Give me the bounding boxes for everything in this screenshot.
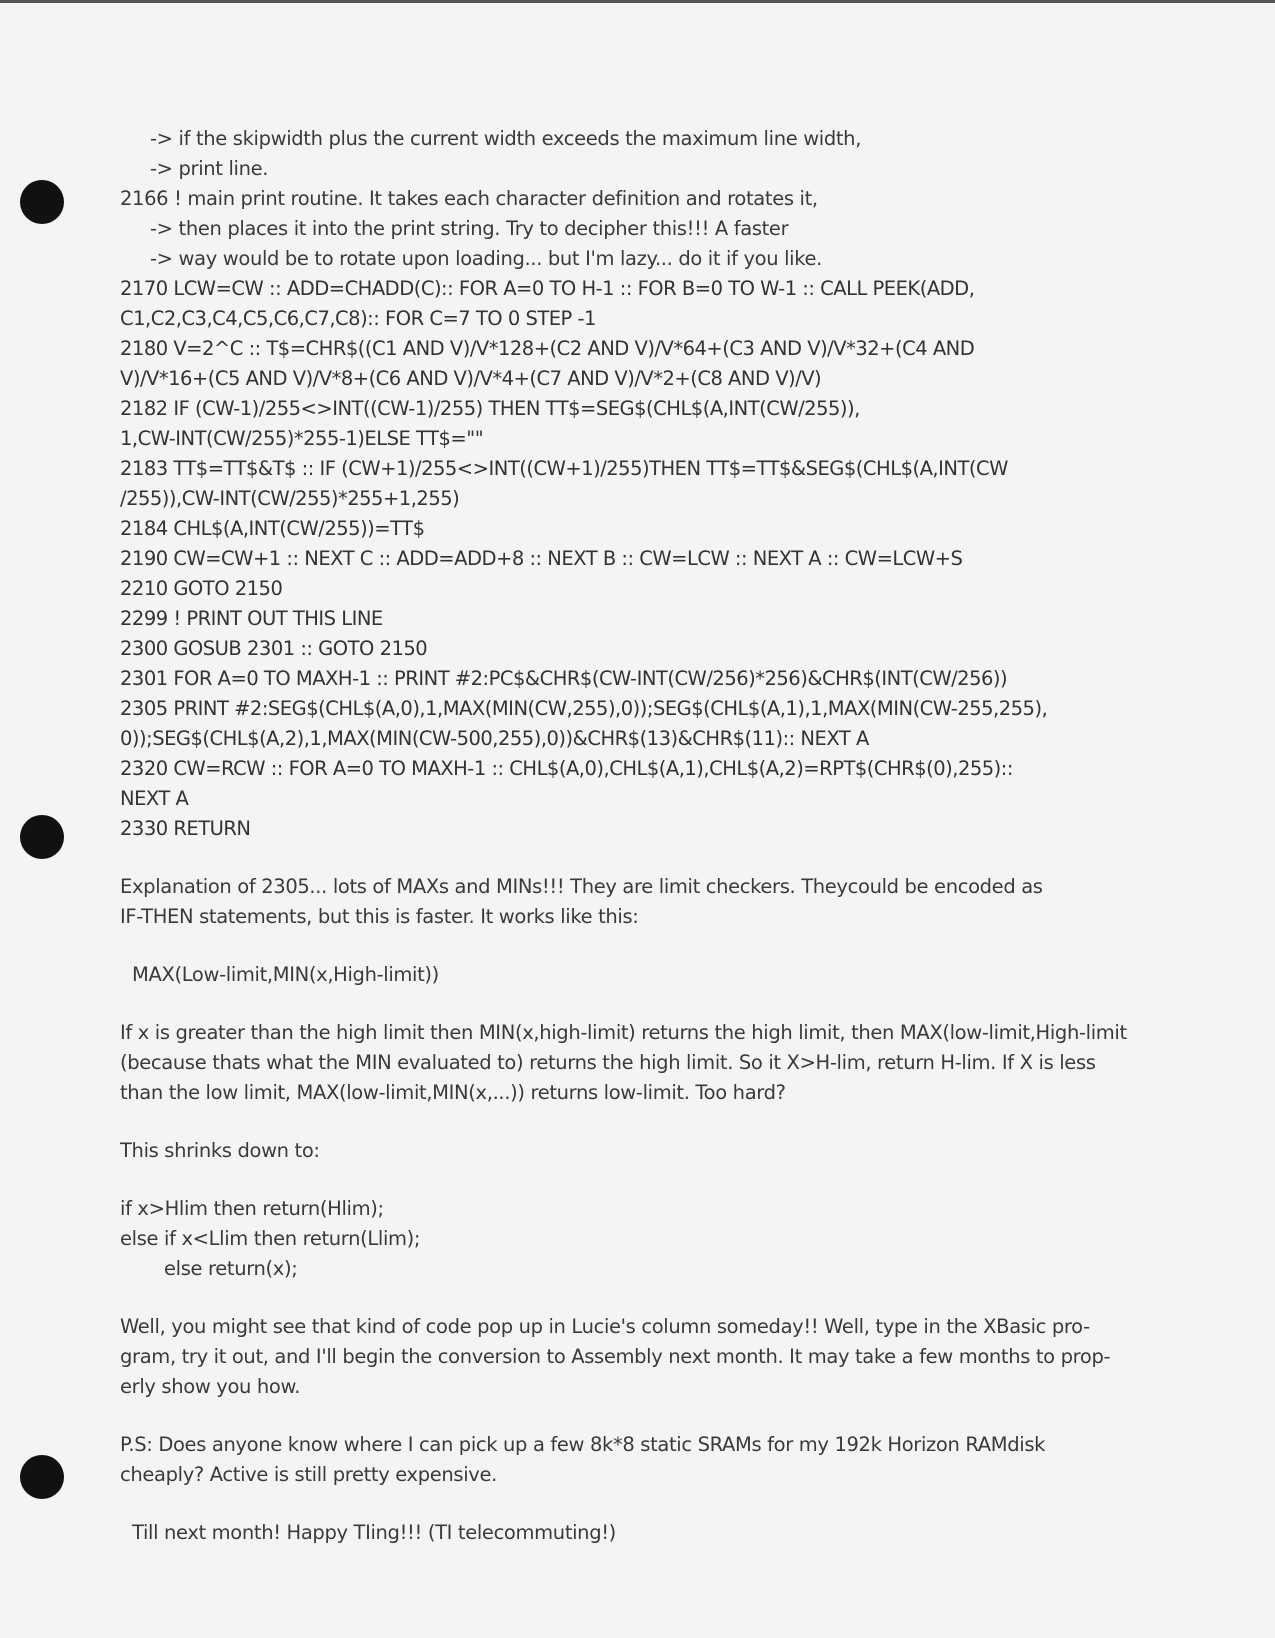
code-line: C1,C2,C3,C4,C5,C6,C7,C8):: FOR C=7 TO 0 STEP -1 [120,307,596,330]
code-listing [120,274,1120,844]
code-line: 2300 GOSUB 2301 :: GOTO 2150 [120,637,428,660]
code-line: 2330 RETURN [120,817,251,840]
spacer [120,1108,1120,1136]
spacer [120,1166,1120,1194]
code-line: V)/V*16+(C5 AND V)/V*8+(C6 AND V)/V*4+(C7 AND V)/V*2+(C8 AND V)/V) [120,367,822,390]
pseudo-line: else return(x); [164,1257,298,1280]
shrinks-heading: This shrinks down to: [120,1139,320,1162]
code-line: 2184 CHL$(A,INT(CW/255))=TT$ [120,517,425,540]
comment-line: 2166 ! main print routine. It takes each character definition and rotates it, [120,187,818,210]
code-line: 2190 CW=CW+1 :: NEXT C :: ADD=ADD+8 :: NEXT B :: CW=LCW :: NEXT A :: CW=LCW+S [120,547,963,570]
code-line: 2320 CW=RCW :: FOR A=0 TO MAXH-1 :: CHL$(A,0),CHL$(A,1),CHL$(A,2)=RPT$(CHR$(0),255):: [120,757,1013,780]
pseudo-line: if x>Hlim then return(Hlim); [120,1197,384,1220]
binder-hole [20,815,64,859]
reasoning-line: than the low limit, MAX(low-limit,MIN(x,...)) returns low-limit. Too hard? [120,1081,786,1104]
code-line: 1,CW-INT(CW/255)*255-1)ELSE TT$="" [120,427,484,450]
explanation-line: Explanation of 2305... lots of MAXs and MINs!!! They are limit checkers. Theycould be encoded as [120,875,1043,898]
comment-line: -> if the skipwidth plus the current width exceeds the maximum line width, [150,127,862,150]
formula: MAX(Low-limit,MIN(x,High-limit)) [132,963,439,986]
code-line: 2182 IF (CW-1)/255<>INT((CW-1)/255) THEN TT$=SEG$(CHL$(A,INT(CW/255)), [120,397,860,420]
code-line: 2301 FOR A=0 TO MAXH-1 :: PRINT #2:PC$&CHR$(CW-INT(CW/256)*256)&CHR$(INT(CW/256)) [120,667,1008,690]
closing-line: erly show you how. [120,1375,301,1398]
comment-line: -> then places it into the print string. Try to decipher this!!! A faster [150,217,789,240]
spacer [120,990,1120,1018]
spacer [120,1284,1120,1312]
scan-top-edge [0,0,1275,3]
code-line: NEXT A [120,787,189,810]
code-line: 2210 GOTO 2150 [120,577,283,600]
spacer [120,844,1120,872]
code-line: 2180 V=2^C :: T$=CHR$((C1 AND V)/V*128+(C2 AND V)/V*64+(C3 AND V)/V*32+(C4 AND [120,337,975,360]
code-line: 2170 LCW=CW :: ADD=CHADD(C):: FOR A=0 TO H-1 :: FOR B=0 TO W-1 :: CALL PEEK(ADD, [120,277,975,300]
code-line: 0));SEG$(CHL$(A,2),1,MAX(MIN(CW-500,255),0))&CHR$(13)&CHR$(11):: NEXT A [120,727,869,750]
spacer [120,932,1120,960]
signoff: Till next month! Happy TIing!!! (TI telecommuting!) [132,1521,616,1544]
ps-line: P.S: Does anyone know where I can pick up a few 8k*8 static SRAMs for my 192k Horizon RAMdisk [120,1433,1046,1456]
reasoning-line: (because thats what the MIN evaluated to) returns the high limit. So it X>H-lim, return H-lim. If X is less [120,1051,1096,1074]
explanation-line: IF-THEN statements, but this is faster. It works like this: [120,905,639,928]
binder-hole [20,1455,64,1499]
document-page [120,124,1127,1548]
pseudo-line: else if x<Llim then return(Llim); [120,1227,421,1250]
closing-line: Well, you might see that kind of code pop up in Lucie's column someday!! Well, type in the XBasic pro- [120,1315,1090,1338]
code-line: 2299 ! PRINT OUT THIS LINE [120,607,383,630]
spacer [120,1402,1120,1430]
comment-line: -> print line. [150,157,269,180]
spacer [120,1490,1120,1518]
closing-line: gram, try it out, and I'll begin the conversion to Assembly next month. It may take a few months to prop- [120,1345,1111,1368]
comment-line: -> way would be to rotate upon loading... but I'm lazy... do it if you like. [150,247,822,270]
code-line: 2183 TT$=TT$&T$ :: IF (CW+1)/255<>INT((CW+1)/255)THEN TT$=TT$&SEG$(CHL$(A,INT(CW [120,457,1008,480]
code-line: 2305 PRINT #2:SEG$(CHL$(A,0),1,MAX(MIN(CW,255),0));SEG$(CHL$(A,1),1,MAX(MIN(CW-255,255), [120,697,1048,720]
reasoning-line: If x is greater than the high limit then MIN(x,high-limit) returns the high limit, then MAX(low-limit,High-limit [120,1021,1127,1044]
code-line: /255)),CW-INT(CW/255)*255+1,255) [120,487,460,510]
ps-line: cheaply? Active is still pretty expensive. [120,1463,497,1486]
binder-hole [20,180,64,224]
